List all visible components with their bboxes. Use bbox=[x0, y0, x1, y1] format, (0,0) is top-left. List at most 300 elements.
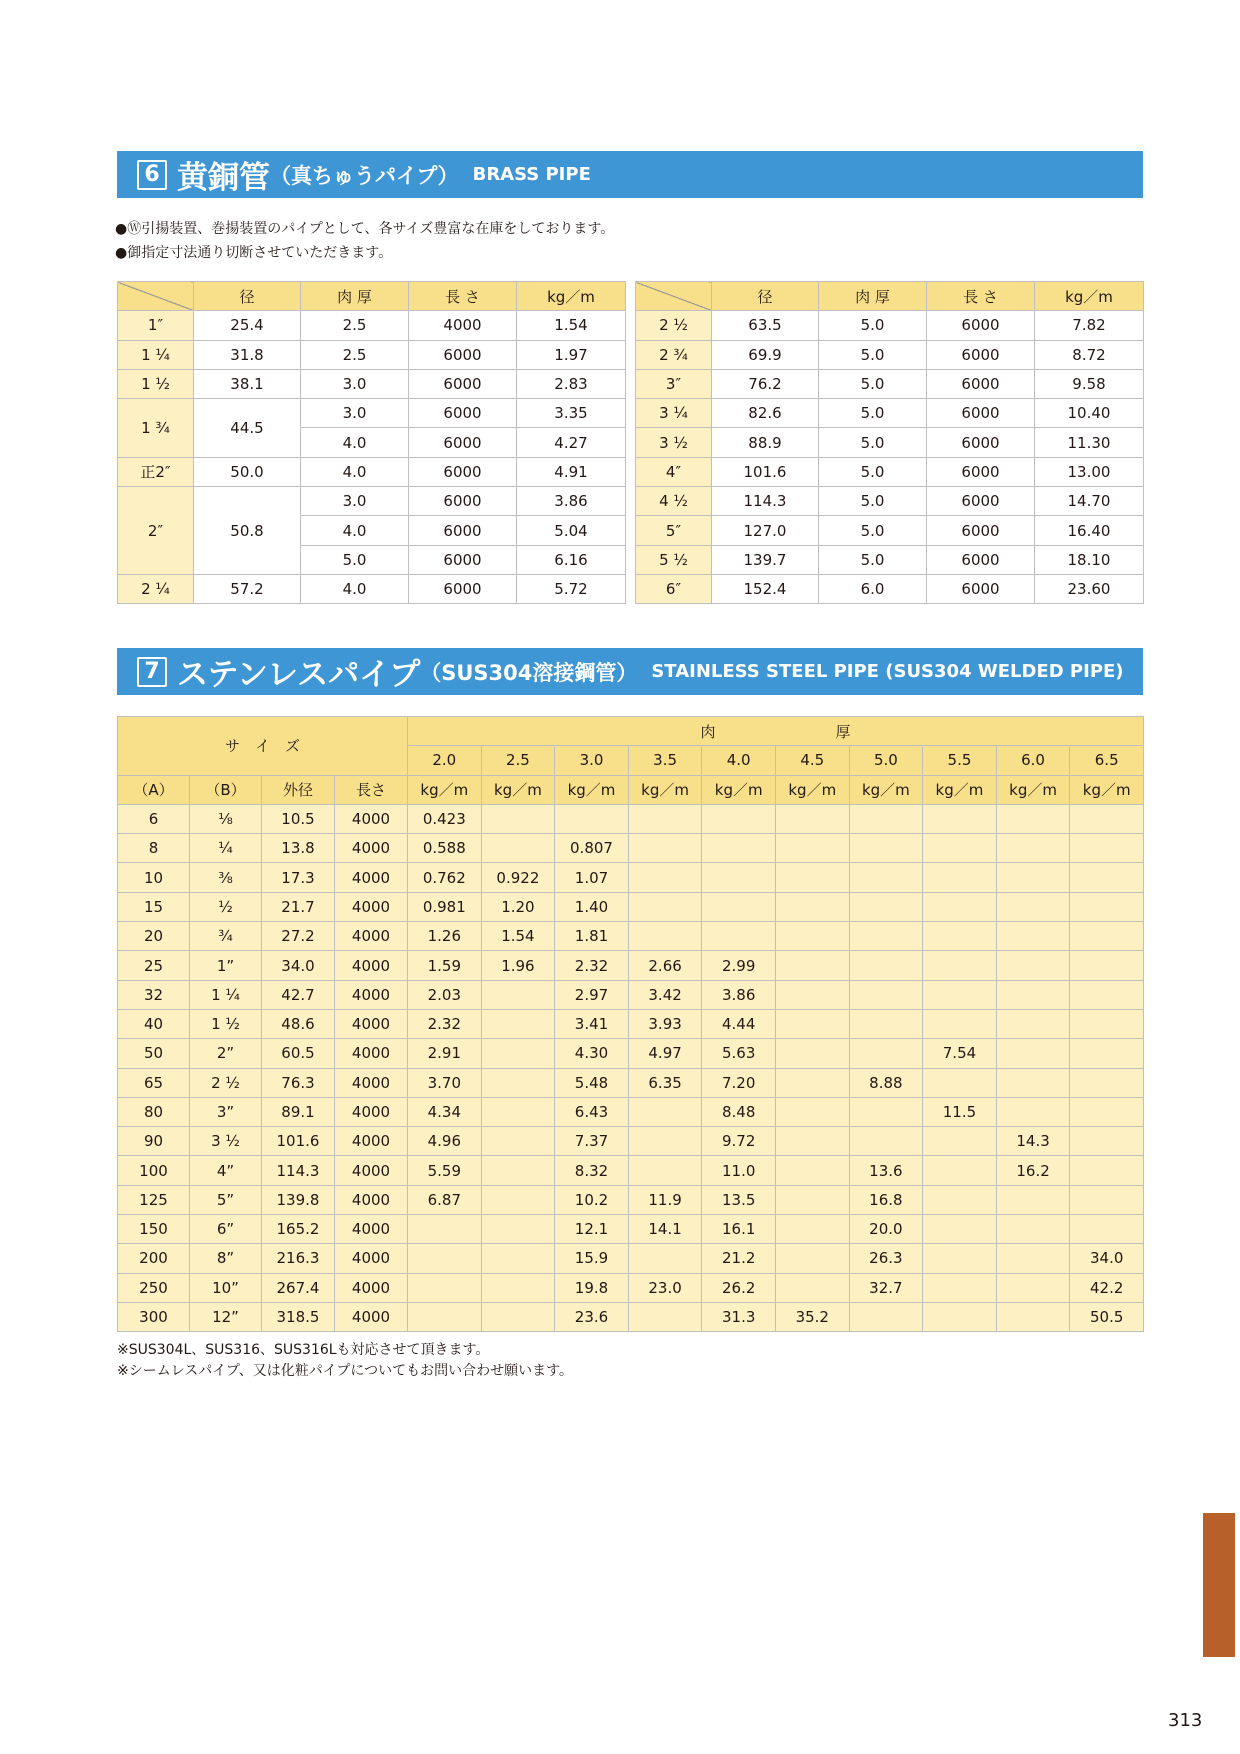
size-sub-header: （B） bbox=[190, 775, 262, 804]
weight-cell bbox=[1070, 834, 1144, 863]
outer-diameter-cell: 10.5 bbox=[262, 804, 335, 833]
size-a-cell: 6 bbox=[118, 804, 190, 833]
size-cell: 2″ bbox=[118, 487, 194, 575]
size-cell: 正2″ bbox=[118, 457, 194, 486]
weight-cell: 13.00 bbox=[1035, 457, 1144, 486]
size-a-cell: 200 bbox=[118, 1244, 190, 1273]
diameter-cell: 44.5 bbox=[194, 399, 301, 458]
weight-cell bbox=[923, 951, 997, 980]
size-cell: 1″ bbox=[118, 311, 194, 340]
length-cell: 6000 bbox=[927, 369, 1035, 398]
size-b-cell: 2” bbox=[190, 1039, 262, 1068]
size-b-cell: 4” bbox=[190, 1156, 262, 1185]
weight-cell bbox=[923, 1009, 997, 1038]
length-cell: 4000 bbox=[335, 1097, 408, 1126]
note-line: ●Ⓦ引揚装置、巻揚装置のパイプとして、各サイズ豊富な在庫をしております。 bbox=[115, 221, 615, 237]
size-b-cell: ⅜ bbox=[190, 863, 262, 892]
weight-cell bbox=[628, 834, 702, 863]
diameter-cell: 63.5 bbox=[712, 311, 819, 340]
thickness-header: 5.0 bbox=[849, 746, 923, 775]
length-cell: 6000 bbox=[409, 516, 517, 545]
weight-cell bbox=[481, 1009, 555, 1038]
table-row bbox=[118, 311, 626, 340]
size-a-cell: 20 bbox=[118, 922, 190, 951]
unit-header: kg／m bbox=[996, 775, 1070, 804]
length-cell: 6000 bbox=[927, 428, 1035, 457]
weight-cell: 13.5 bbox=[702, 1185, 776, 1214]
header-thickness: 肉 厚 bbox=[819, 282, 927, 311]
table-header-row bbox=[118, 717, 1144, 746]
length-cell: 6000 bbox=[409, 487, 517, 516]
length-cell: 4000 bbox=[335, 1127, 408, 1156]
weight-cell: 10.40 bbox=[1035, 399, 1144, 428]
weight-cell bbox=[481, 1302, 555, 1331]
length-cell: 4000 bbox=[335, 804, 408, 833]
size-a-cell: 100 bbox=[118, 1156, 190, 1185]
weight-cell: 5.04 bbox=[517, 516, 626, 545]
size-b-cell: 1 ¼ bbox=[190, 980, 262, 1009]
weight-cell: 23.0 bbox=[628, 1273, 702, 1302]
weight-cell bbox=[923, 1185, 997, 1214]
weight-cell bbox=[775, 980, 849, 1009]
diameter-cell: 69.9 bbox=[712, 340, 819, 369]
weight-cell: 1.07 bbox=[555, 863, 629, 892]
unit-header: kg／m bbox=[1070, 775, 1144, 804]
weight-cell bbox=[849, 980, 923, 1009]
size-a-cell: 8 bbox=[118, 834, 190, 863]
header-diameter: 径 bbox=[194, 282, 301, 311]
thickness-cell: 4.0 bbox=[301, 457, 409, 486]
weight-cell: 50.5 bbox=[1070, 1302, 1144, 1331]
weight-cell bbox=[849, 804, 923, 833]
thickness-header: 3.5 bbox=[628, 746, 702, 775]
length-cell: 6000 bbox=[927, 574, 1035, 603]
size-b-cell: 3” bbox=[190, 1097, 262, 1126]
thickness-header: 6.5 bbox=[1070, 746, 1144, 775]
thickness-header: 4.5 bbox=[775, 746, 849, 775]
stainless-table bbox=[117, 716, 1144, 1332]
size-cell: 4 ½ bbox=[636, 487, 712, 516]
size-cell: 3 ½ bbox=[636, 428, 712, 457]
weight-cell: 6.16 bbox=[517, 545, 626, 574]
size-cell: 5″ bbox=[636, 516, 712, 545]
length-cell: 4000 bbox=[335, 1068, 408, 1097]
weight-cell bbox=[481, 1273, 555, 1302]
weight-cell: 15.9 bbox=[555, 1244, 629, 1273]
weight-cell bbox=[481, 1156, 555, 1185]
diameter-cell: 139.7 bbox=[712, 545, 819, 574]
weight-cell bbox=[923, 804, 997, 833]
table-row bbox=[636, 516, 1144, 545]
weight-cell bbox=[481, 1127, 555, 1156]
size-cell: 5 ½ bbox=[636, 545, 712, 574]
note-line: ●御指定寸法通り切断させていただきます。 bbox=[115, 245, 393, 261]
length-cell: 6000 bbox=[409, 574, 517, 603]
weight-cell: 2.03 bbox=[408, 980, 482, 1009]
weight-cell: 2.97 bbox=[555, 980, 629, 1009]
footnote-line: ※シームレスパイプ、又は化粧パイプについてもお問い合わせ願います。 bbox=[117, 1363, 573, 1379]
size-b-cell: ⅛ bbox=[190, 804, 262, 833]
weight-cell bbox=[996, 863, 1070, 892]
weight-cell bbox=[849, 834, 923, 863]
size-b-cell: 3 ½ bbox=[190, 1127, 262, 1156]
length-cell: 6000 bbox=[927, 545, 1035, 574]
size-a-cell: 25 bbox=[118, 951, 190, 980]
weight-cell bbox=[702, 834, 776, 863]
diameter-cell: 101.6 bbox=[712, 457, 819, 486]
weight-cell: 1.81 bbox=[555, 922, 629, 951]
weight-cell bbox=[775, 1127, 849, 1156]
outer-diameter-cell: 318.5 bbox=[262, 1302, 335, 1331]
length-cell: 6000 bbox=[927, 487, 1035, 516]
weight-cell: 8.72 bbox=[1035, 340, 1144, 369]
weight-cell: 5.72 bbox=[517, 574, 626, 603]
weight-cell bbox=[849, 1009, 923, 1038]
table-row bbox=[118, 922, 1144, 951]
weight-cell bbox=[923, 980, 997, 1009]
size-cell: 6″ bbox=[636, 574, 712, 603]
side-index-tab bbox=[1203, 1513, 1235, 1657]
weight-cell: 1.97 bbox=[517, 340, 626, 369]
weight-cell: 10.2 bbox=[555, 1185, 629, 1214]
weight-cell bbox=[775, 1185, 849, 1214]
diameter-cell: 38.1 bbox=[194, 369, 301, 398]
weight-cell bbox=[555, 804, 629, 833]
weight-cell: 1.96 bbox=[481, 951, 555, 980]
weight-cell bbox=[481, 1039, 555, 1068]
weight-cell bbox=[849, 922, 923, 951]
weight-cell bbox=[775, 1009, 849, 1038]
weight-cell: 1.54 bbox=[517, 311, 626, 340]
outer-diameter-cell: 139.8 bbox=[262, 1185, 335, 1214]
length-cell: 4000 bbox=[335, 1302, 408, 1331]
length-cell: 6000 bbox=[927, 340, 1035, 369]
weight-cell: 5.48 bbox=[555, 1068, 629, 1097]
length-cell: 4000 bbox=[335, 892, 408, 921]
size-group-header: サ イ ズ bbox=[118, 717, 408, 776]
weight-cell: 0.588 bbox=[408, 834, 482, 863]
weight-cell bbox=[849, 863, 923, 892]
weight-cell: 7.82 bbox=[1035, 311, 1144, 340]
size-b-cell: 6” bbox=[190, 1215, 262, 1244]
weight-cell bbox=[996, 1009, 1070, 1038]
table-row bbox=[636, 545, 1144, 574]
weight-cell: 14.70 bbox=[1035, 487, 1144, 516]
header-length: 長 さ bbox=[927, 282, 1035, 311]
weight-cell bbox=[775, 1244, 849, 1273]
weight-cell: 1.26 bbox=[408, 922, 482, 951]
unit-header-row bbox=[118, 775, 1144, 804]
weight-cell: 12.1 bbox=[555, 1215, 629, 1244]
outer-diameter-cell: 13.8 bbox=[262, 834, 335, 863]
table-row bbox=[118, 863, 1144, 892]
length-cell: 4000 bbox=[335, 1009, 408, 1038]
table-row bbox=[636, 428, 1144, 457]
table-row bbox=[118, 457, 626, 486]
weight-cell bbox=[996, 951, 1070, 980]
size-b-cell: 1 ½ bbox=[190, 1009, 262, 1038]
size-a-cell: 250 bbox=[118, 1273, 190, 1302]
weight-cell: 3.86 bbox=[702, 980, 776, 1009]
outer-diameter-cell: 267.4 bbox=[262, 1273, 335, 1302]
weight-cell: 21.2 bbox=[702, 1244, 776, 1273]
size-b-cell: 1” bbox=[190, 951, 262, 980]
unit-header: kg／m bbox=[849, 775, 923, 804]
table-header-row bbox=[636, 282, 1144, 311]
weight-cell bbox=[1070, 951, 1144, 980]
weight-cell bbox=[702, 892, 776, 921]
weight-cell: 0.981 bbox=[408, 892, 482, 921]
outer-diameter-cell: 114.3 bbox=[262, 1156, 335, 1185]
weight-cell bbox=[923, 892, 997, 921]
table-header-row bbox=[118, 282, 626, 311]
table-row bbox=[118, 804, 1144, 833]
weight-cell: 16.1 bbox=[702, 1215, 776, 1244]
table-row bbox=[636, 457, 1144, 486]
weight-cell bbox=[923, 1127, 997, 1156]
thickness-cell: 2.5 bbox=[301, 311, 409, 340]
size-a-cell: 10 bbox=[118, 863, 190, 892]
thickness-cell: 5.0 bbox=[819, 516, 927, 545]
weight-cell bbox=[996, 1273, 1070, 1302]
weight-cell bbox=[849, 1127, 923, 1156]
section-title: 黄銅管 bbox=[177, 160, 270, 196]
weight-cell: 18.10 bbox=[1035, 545, 1144, 574]
outer-diameter-cell: 165.2 bbox=[262, 1215, 335, 1244]
size-b-cell: 12” bbox=[190, 1302, 262, 1331]
weight-cell: 3.70 bbox=[408, 1068, 482, 1097]
weight-cell: 9.58 bbox=[1035, 369, 1144, 398]
weight-cell: 1.54 bbox=[481, 922, 555, 951]
weight-cell bbox=[923, 922, 997, 951]
section-title-en: STAINLESS STEEL PIPE (SUS304 WELDED PIPE) bbox=[651, 661, 1124, 682]
weight-cell bbox=[1070, 980, 1144, 1009]
table-row bbox=[118, 1156, 1144, 1185]
weight-cell bbox=[1070, 892, 1144, 921]
weight-cell bbox=[481, 834, 555, 863]
length-cell: 6000 bbox=[409, 399, 517, 428]
thickness-cell: 5.0 bbox=[819, 369, 927, 398]
size-cell: 2 ¼ bbox=[118, 574, 194, 603]
outer-diameter-cell: 48.6 bbox=[262, 1009, 335, 1038]
thickness-header: 5.5 bbox=[923, 746, 997, 775]
diameter-cell: 82.6 bbox=[712, 399, 819, 428]
size-b-cell: 8” bbox=[190, 1244, 262, 1273]
header-thickness: 肉 厚 bbox=[301, 282, 409, 311]
unit-header: kg／m bbox=[481, 775, 555, 804]
table-row bbox=[118, 487, 626, 516]
thickness-cell: 4.0 bbox=[301, 428, 409, 457]
weight-cell bbox=[775, 863, 849, 892]
weight-cell bbox=[1070, 1039, 1144, 1068]
page-number: 313 bbox=[1168, 1710, 1203, 1731]
weight-cell: 3.41 bbox=[555, 1009, 629, 1038]
weight-cell: 35.2 bbox=[775, 1302, 849, 1331]
size-a-cell: 32 bbox=[118, 980, 190, 1009]
table-row bbox=[118, 1302, 1144, 1331]
weight-cell bbox=[775, 922, 849, 951]
brass-notes bbox=[115, 217, 614, 265]
weight-cell: 23.6 bbox=[555, 1302, 629, 1331]
weight-cell: 11.0 bbox=[702, 1156, 776, 1185]
table-row bbox=[118, 1039, 1144, 1068]
size-cell: 3″ bbox=[636, 369, 712, 398]
outer-diameter-cell: 34.0 bbox=[262, 951, 335, 980]
weight-cell bbox=[775, 1215, 849, 1244]
outer-diameter-cell: 216.3 bbox=[262, 1244, 335, 1273]
weight-cell: 2.32 bbox=[408, 1009, 482, 1038]
table-row bbox=[118, 951, 1144, 980]
length-cell: 4000 bbox=[335, 1039, 408, 1068]
table-row bbox=[636, 399, 1144, 428]
header-length: 長 さ bbox=[409, 282, 517, 311]
weight-cell bbox=[628, 1156, 702, 1185]
weight-cell bbox=[775, 804, 849, 833]
thickness-cell: 3.0 bbox=[301, 487, 409, 516]
weight-cell: 3.42 bbox=[628, 980, 702, 1009]
table-row bbox=[118, 1068, 1144, 1097]
weight-cell bbox=[996, 804, 1070, 833]
weight-cell: 4.91 bbox=[517, 457, 626, 486]
size-sub-header: 長さ bbox=[335, 775, 408, 804]
section-subtitle: （真ちゅうパイプ） bbox=[270, 163, 459, 188]
size-sub-header: （A） bbox=[118, 775, 190, 804]
weight-cell bbox=[849, 892, 923, 921]
thickness-header: 2.0 bbox=[408, 746, 482, 775]
weight-cell: 8.48 bbox=[702, 1097, 776, 1126]
table-row bbox=[118, 340, 626, 369]
weight-cell: 6.87 bbox=[408, 1185, 482, 1214]
weight-cell: 6.35 bbox=[628, 1068, 702, 1097]
weight-cell bbox=[923, 1068, 997, 1097]
header-weight: kg／m bbox=[1035, 282, 1144, 311]
weight-cell bbox=[996, 892, 1070, 921]
length-cell: 4000 bbox=[335, 1244, 408, 1273]
weight-cell: 9.72 bbox=[702, 1127, 776, 1156]
thickness-cell: 5.0 bbox=[301, 545, 409, 574]
length-cell: 6000 bbox=[927, 516, 1035, 545]
weight-cell: 6.43 bbox=[555, 1097, 629, 1126]
weight-cell bbox=[1070, 1097, 1144, 1126]
unit-header: kg／m bbox=[923, 775, 997, 804]
weight-cell bbox=[849, 1097, 923, 1126]
weight-cell bbox=[1070, 1068, 1144, 1097]
diameter-cell: 114.3 bbox=[712, 487, 819, 516]
weight-cell bbox=[408, 1273, 482, 1302]
weight-cell bbox=[408, 1244, 482, 1273]
thickness-cell: 4.0 bbox=[301, 574, 409, 603]
weight-cell: 2.32 bbox=[555, 951, 629, 980]
weight-cell bbox=[996, 1097, 1070, 1126]
weight-cell bbox=[923, 1302, 997, 1331]
size-b-cell: ¾ bbox=[190, 922, 262, 951]
weight-cell bbox=[923, 1273, 997, 1302]
brass-table-right bbox=[635, 281, 1144, 604]
weight-cell bbox=[628, 1302, 702, 1331]
diagonal-corner-cell bbox=[636, 282, 712, 311]
thickness-cell: 5.0 bbox=[819, 311, 927, 340]
length-cell: 6000 bbox=[927, 457, 1035, 486]
diameter-cell: 76.2 bbox=[712, 369, 819, 398]
weight-cell bbox=[702, 922, 776, 951]
weight-cell: 19.8 bbox=[555, 1273, 629, 1302]
size-cell: 4″ bbox=[636, 457, 712, 486]
weight-cell: 7.37 bbox=[555, 1127, 629, 1156]
weight-cell bbox=[996, 1185, 1070, 1214]
diameter-cell: 25.4 bbox=[194, 311, 301, 340]
length-cell: 4000 bbox=[335, 834, 408, 863]
diameter-cell: 127.0 bbox=[712, 516, 819, 545]
weight-cell: 34.0 bbox=[1070, 1244, 1144, 1273]
table-row bbox=[118, 369, 626, 398]
size-b-cell: 5” bbox=[190, 1185, 262, 1214]
diameter-cell: 88.9 bbox=[712, 428, 819, 457]
table-row bbox=[636, 487, 1144, 516]
size-a-cell: 50 bbox=[118, 1039, 190, 1068]
header-diameter: 径 bbox=[712, 282, 819, 311]
weight-cell: 4.96 bbox=[408, 1127, 482, 1156]
length-cell: 6000 bbox=[409, 369, 517, 398]
weight-cell bbox=[923, 1215, 997, 1244]
weight-cell bbox=[996, 1215, 1070, 1244]
table-row bbox=[118, 1097, 1144, 1126]
weight-cell: 31.3 bbox=[702, 1302, 776, 1331]
length-cell: 6000 bbox=[409, 457, 517, 486]
size-cell: 2 ½ bbox=[636, 311, 712, 340]
weight-cell: 11.9 bbox=[628, 1185, 702, 1214]
length-cell: 4000 bbox=[335, 1273, 408, 1302]
weight-cell bbox=[775, 1068, 849, 1097]
size-a-cell: 150 bbox=[118, 1215, 190, 1244]
weight-cell: 14.3 bbox=[996, 1127, 1070, 1156]
size-b-cell: ½ bbox=[190, 892, 262, 921]
outer-diameter-cell: 42.7 bbox=[262, 980, 335, 1009]
weight-cell: 1.59 bbox=[408, 951, 482, 980]
size-a-cell: 40 bbox=[118, 1009, 190, 1038]
weight-cell: 16.8 bbox=[849, 1185, 923, 1214]
length-cell: 4000 bbox=[335, 951, 408, 980]
table-row bbox=[118, 574, 626, 603]
weight-cell bbox=[996, 834, 1070, 863]
weight-cell bbox=[1070, 1215, 1144, 1244]
weight-cell: 4.97 bbox=[628, 1039, 702, 1068]
size-a-cell: 300 bbox=[118, 1302, 190, 1331]
unit-header: kg／m bbox=[555, 775, 629, 804]
weight-cell: 7.20 bbox=[702, 1068, 776, 1097]
weight-cell bbox=[481, 804, 555, 833]
stainless-section-banner bbox=[117, 648, 1143, 695]
weight-cell: 1.20 bbox=[481, 892, 555, 921]
weight-cell bbox=[481, 1097, 555, 1126]
thickness-cell: 2.5 bbox=[301, 340, 409, 369]
size-cell: 1 ¾ bbox=[118, 399, 194, 458]
weight-cell: 32.7 bbox=[849, 1273, 923, 1302]
weight-cell bbox=[481, 980, 555, 1009]
section-number-badge: 6 bbox=[137, 160, 167, 190]
length-cell: 6000 bbox=[409, 340, 517, 369]
section-title-en: BRASS PIPE bbox=[472, 164, 591, 185]
unit-header: kg／m bbox=[775, 775, 849, 804]
thickness-cell: 4.0 bbox=[301, 516, 409, 545]
weight-cell bbox=[1070, 1156, 1144, 1185]
thickness-cell: 5.0 bbox=[819, 545, 927, 574]
weight-cell bbox=[996, 1039, 1070, 1068]
outer-diameter-cell: 60.5 bbox=[262, 1039, 335, 1068]
size-cell: 2 ¾ bbox=[636, 340, 712, 369]
diameter-cell: 57.2 bbox=[194, 574, 301, 603]
length-cell: 6000 bbox=[927, 311, 1035, 340]
size-sub-header: 外径 bbox=[262, 775, 335, 804]
